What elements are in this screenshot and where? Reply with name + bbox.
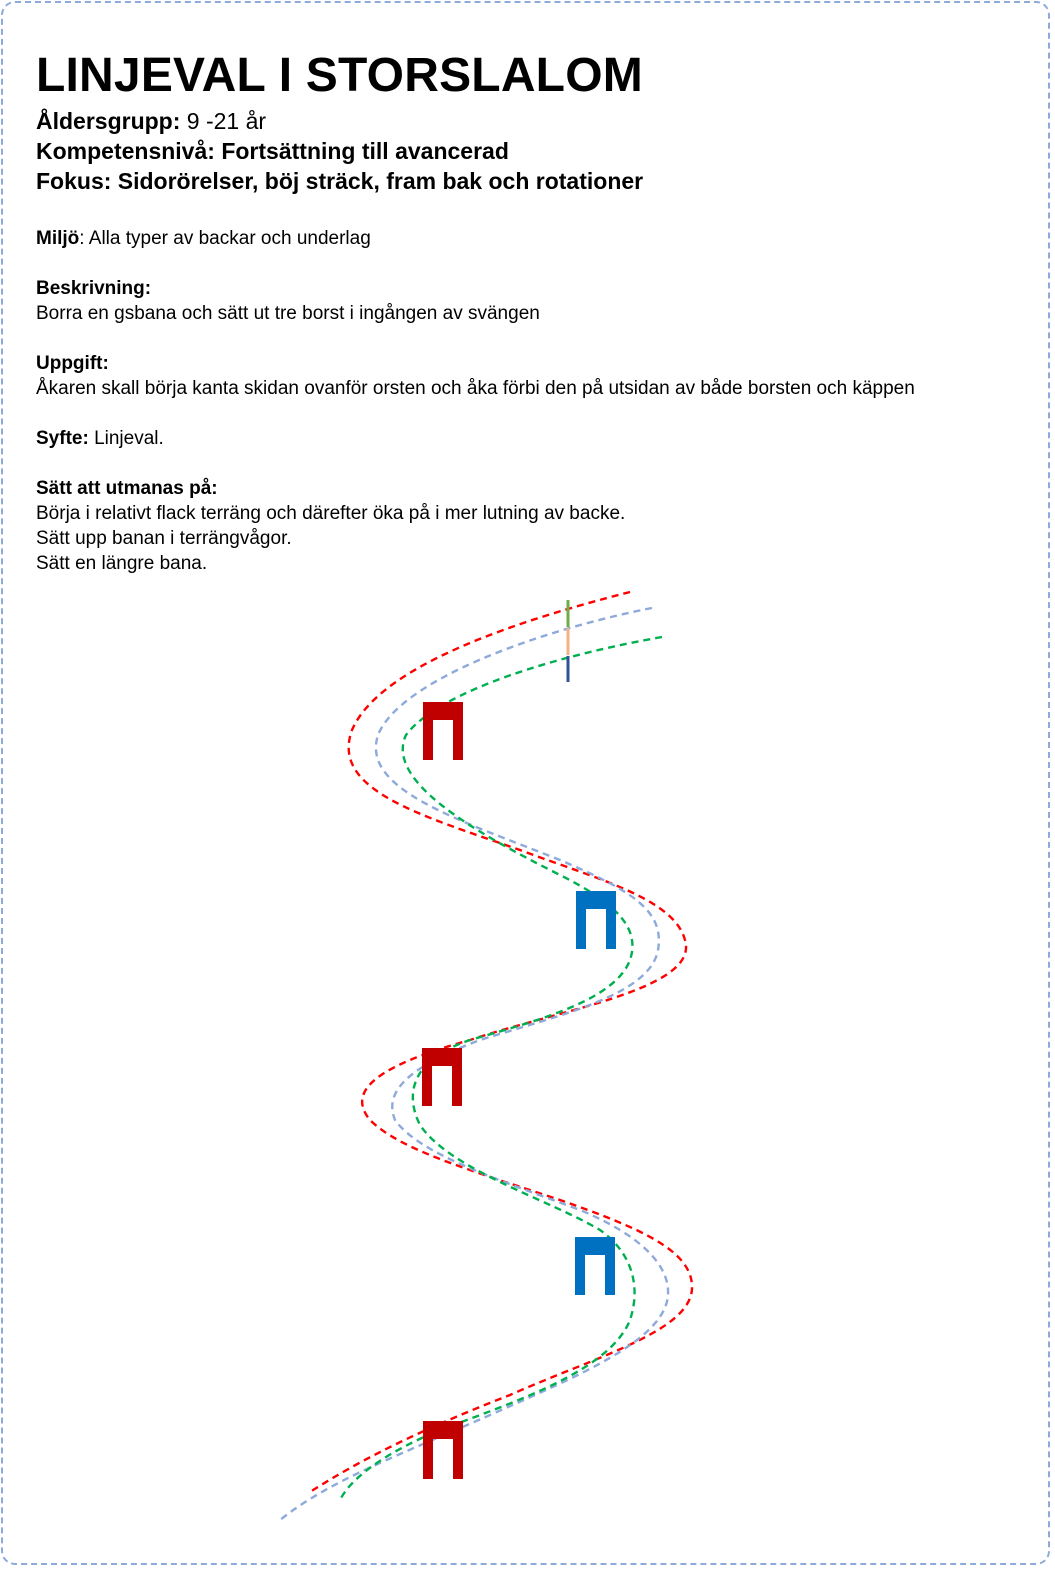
description-text: Borra en gsbana och sätt ut tre borst i ingången av svängen [36,303,540,324]
gate-red-3 [423,1421,463,1479]
purpose-value: Linjeval. [88,428,164,449]
challenge-label: Sätt att utmanas på: [36,478,218,499]
level-value: Fortsättning till avancerad [214,138,509,164]
red-ski-line [310,592,692,1492]
description-label: Beskrivning: [36,278,152,299]
level-label: Kompetensnivå: [36,138,215,164]
gate-red-2 [422,1048,462,1106]
gate-blue-2 [575,1237,615,1295]
green-ski-line [340,637,662,1500]
focus-label: Fokus: [36,168,112,194]
gate-blue-1 [576,891,616,949]
challenge-item: Börja i relativt flack terräng och därefter öka på i mer lutning av backe. [36,503,626,524]
page-title: LINJEVAL I STORSLALOM [36,49,643,102]
age-label: Åldersgrupp: [36,108,181,134]
gate-red-1 [423,702,463,760]
challenge-item: Sätt en längre bana. [36,553,208,574]
focus-value: Sidorörelser, böj sträck, fram bak och rotationer [111,168,644,194]
task-text: Åkaren skall börja kanta skidan ovanför orsten och åka förbi den på utsidan av både borsten och käppen [36,378,915,399]
purpose-label: Syfte: [36,428,89,449]
age-value: 9 -21 år [180,108,267,134]
environment-value: : Alla typer av backar och underlag [79,228,371,249]
environment-label: Miljö [36,228,80,249]
challenge-item: Sätt upp banan i terrängvågor. [36,528,292,549]
task-label: Uppgift: [36,353,109,374]
blue-ski-line [280,608,668,1520]
